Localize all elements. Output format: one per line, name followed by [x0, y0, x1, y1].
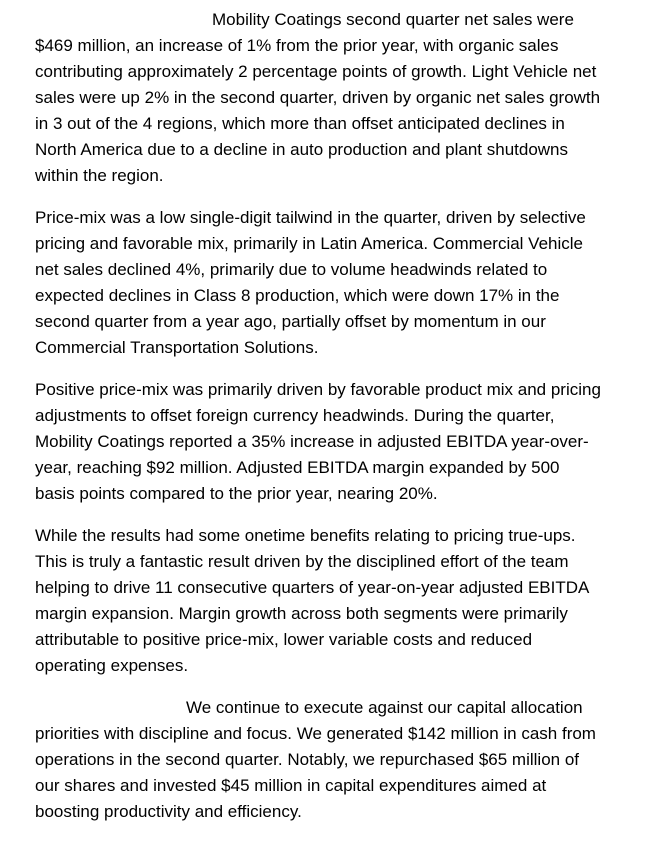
text-line: Mobility Coatings second quarter net sales were — [212, 10, 574, 29]
paragraph-5 — [35, 695, 639, 825]
text-line: operations in the second quarter. Notably, we repurchased $65 million of — [35, 750, 580, 769]
text-line: margin expansion. Margin growth across both segments were primarily — [35, 604, 568, 623]
text-line: attributable to positive price-mix, lower variable costs and reduced — [35, 630, 533, 649]
text-line: contributing approximately 2 percentage points of growth. Light Vehicle net — [35, 62, 597, 81]
text-line: This is truly a fantastic result driven by the disciplined effort of the team — [35, 552, 569, 571]
text-line: basis points compared to the prior year, nearing 20%. — [35, 484, 438, 503]
text-line: adjustments to offset foreign currency headwinds. During the quarter, — [35, 406, 555, 425]
text-line: helping to drive 11 consecutive quarters of year-on-year adjusted EBITDA — [35, 578, 590, 597]
text-line: net sales declined 4%, primarily due to volume headwinds related to — [35, 260, 548, 279]
text-line: year, reaching $92 million. Adjusted EBITDA margin expanded by 500 — [35, 458, 560, 477]
text-line: While the results had some onetime benefits relating to pricing true-ups. — [35, 526, 576, 545]
text-line: within the region. — [35, 166, 164, 185]
text-line: operating expenses. — [35, 656, 189, 675]
paragraph-3 — [35, 377, 639, 507]
text-line: in 3 out of the 4 regions, which more than offset anticipated declines in — [35, 114, 565, 133]
text-line: priorities with discipline and focus. We generated $142 million in cash from — [35, 724, 596, 743]
text-line: Mobility Coatings reported a 35% increase in adjusted EBITDA year-over- — [35, 432, 589, 451]
document-body — [35, 7, 639, 841]
text-line: $469 million, an increase of 1% from the prior year, with organic sales — [35, 36, 559, 55]
text-line: Positive price-mix was primarily driven by favorable product mix and pricing — [35, 380, 601, 399]
text-line: boosting productivity and efficiency. — [35, 802, 302, 821]
paragraph-1 — [35, 7, 639, 189]
text-line: pricing and favorable mix, primarily in Latin America. Commercial Vehicle — [35, 234, 583, 253]
text-line: Price-mix was a low single-digit tailwind in the quarter, driven by selective — [35, 208, 586, 227]
text-line: expected declines in Class 8 production, which were down 17% in the — [35, 286, 560, 305]
text-line: Commercial Transportation Solutions. — [35, 338, 319, 357]
text-line: North America due to a decline in auto production and plant shutdowns — [35, 140, 569, 159]
text-line: We continue to execute against our capital allocation — [186, 698, 583, 717]
text-line: our shares and invested $45 million in capital expenditures aimed at — [35, 776, 547, 795]
text-line: second quarter from a year ago, partially offset by momentum in our — [35, 312, 546, 331]
paragraph-2 — [35, 205, 639, 361]
text-line: sales were up 2% in the second quarter, driven by organic net sales growth — [35, 88, 601, 107]
paragraph-4 — [35, 523, 639, 679]
